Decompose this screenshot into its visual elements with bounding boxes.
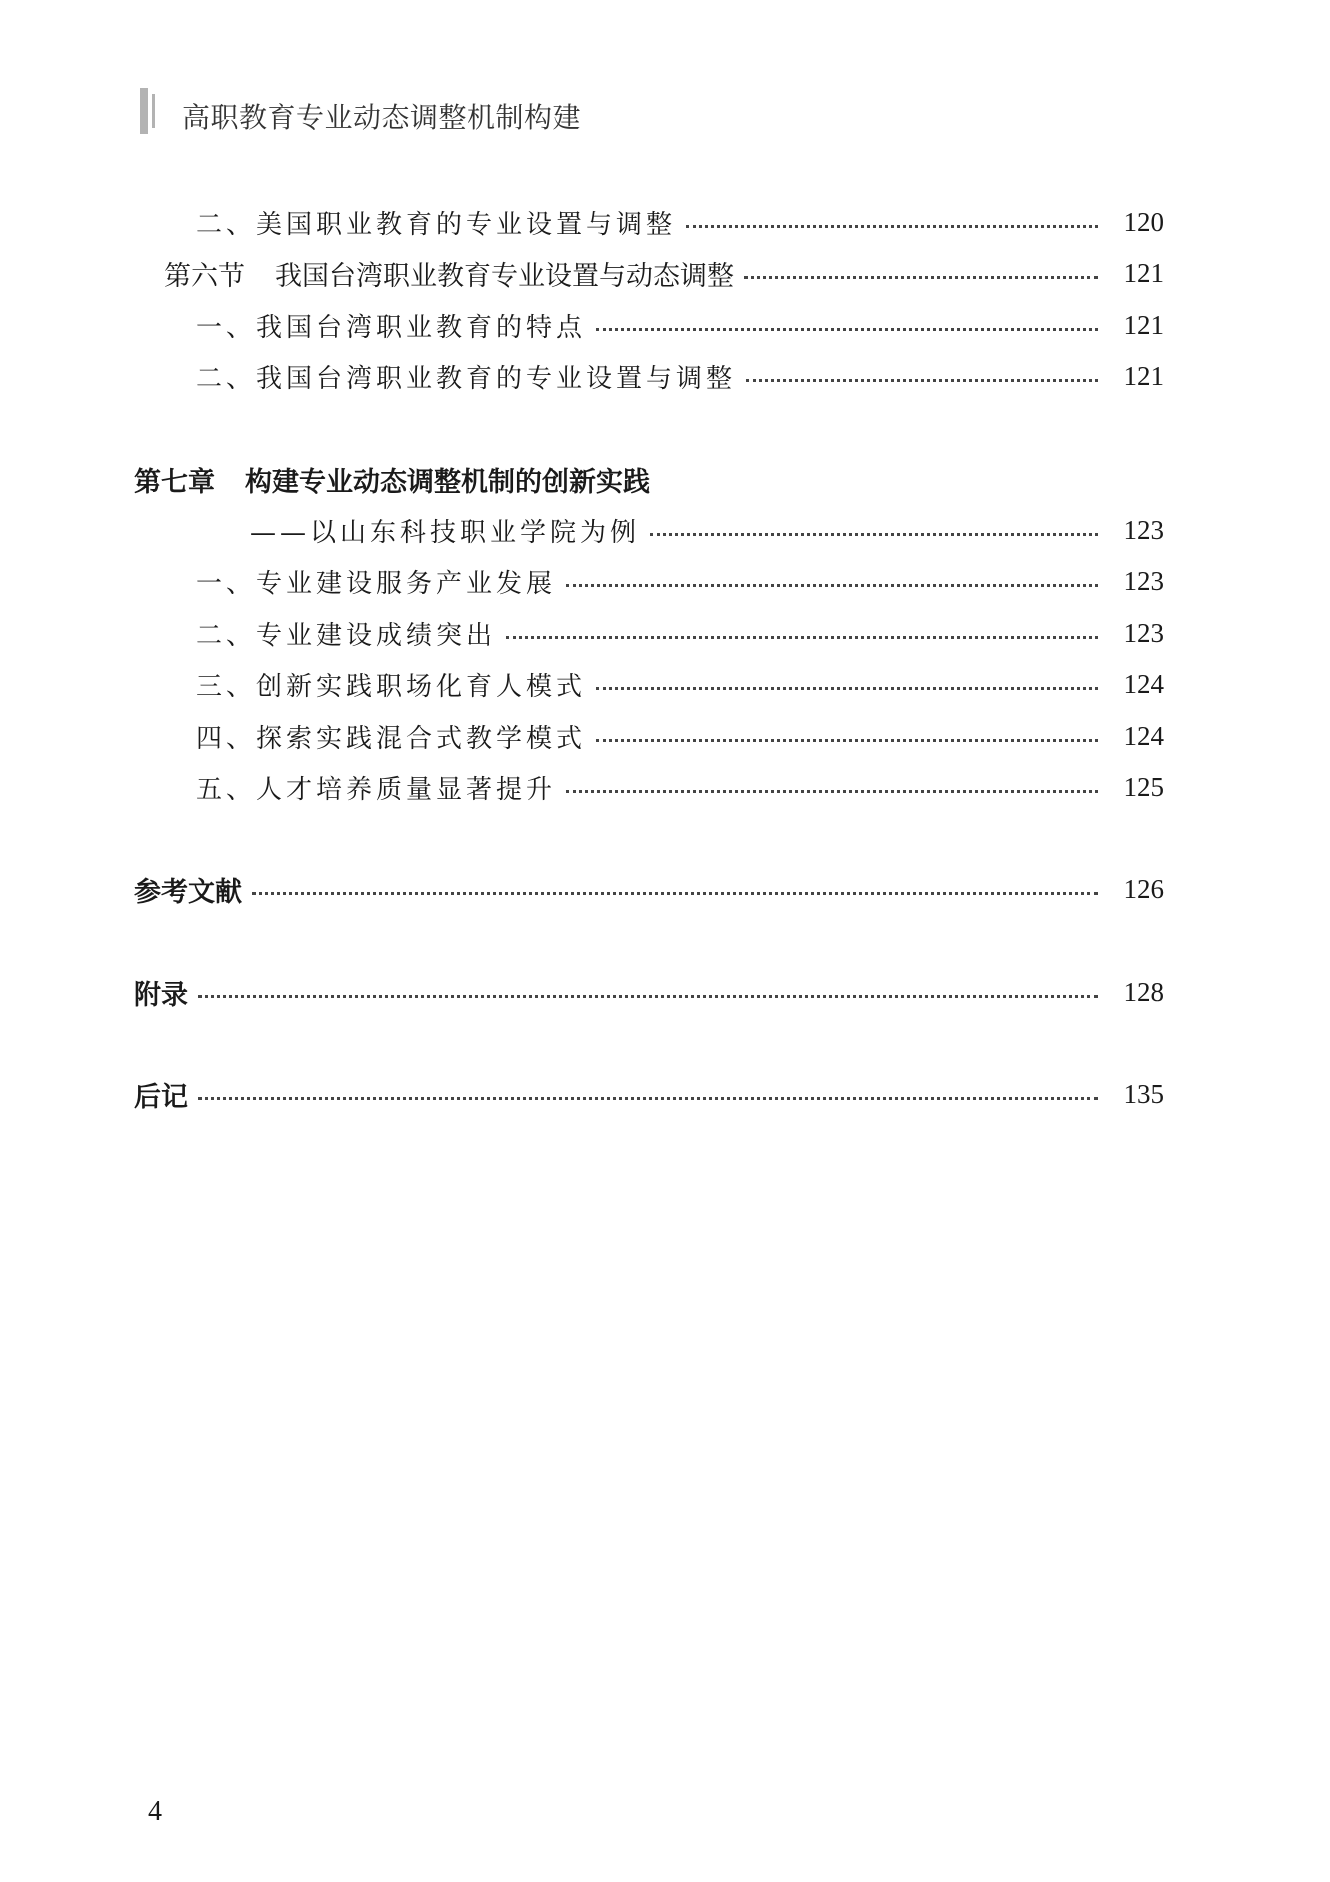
toc-entry-page: 123 [1123, 565, 1164, 596]
toc-entry[interactable] [196, 716, 1164, 756]
book-title: 高职教育专业动态调整机制构建 [182, 101, 582, 134]
dot-leader [650, 533, 1098, 536]
dot-leader [596, 739, 1098, 742]
toc-appendix-entry[interactable] [134, 972, 1164, 1012]
header-bar-thin [152, 94, 155, 128]
toc-entry[interactable] [196, 613, 1164, 653]
toc-entry-label: 四、探索实践混合式教学模式 [196, 723, 587, 754]
chapter-title: 构建专业动态调整机制的创新实践 [245, 466, 650, 498]
toc-chapter-subtitle[interactable] [250, 510, 1164, 550]
toc-entry[interactable] [196, 202, 1164, 242]
toc-entry-page: 120 [1123, 206, 1164, 237]
toc-entry-label: 附录 [134, 979, 188, 1011]
dot-leader [198, 1097, 1098, 1100]
toc-entry[interactable] [196, 664, 1164, 704]
toc-entry-page: 121 [1123, 360, 1164, 391]
dot-leader [198, 995, 1098, 998]
toc-entry[interactable] [196, 561, 1164, 601]
toc-entry-page: 125 [1123, 771, 1164, 802]
toc-chapter-heading[interactable] [134, 459, 1164, 499]
dot-leader [746, 379, 1098, 382]
toc-entry-page: 124 [1123, 720, 1164, 751]
page-number: 4 [148, 1796, 162, 1827]
dot-leader [596, 328, 1098, 331]
dot-leader [596, 687, 1098, 690]
toc-entry-label: 参考文献 [134, 876, 242, 908]
toc-entry-page: 121 [1123, 309, 1164, 340]
section-title: 我国台湾职业教育专业设置与动态调整 [275, 260, 734, 292]
toc-entry-page: 123 [1123, 617, 1164, 648]
toc-entry-label: 三、创新实践职场化育人模式 [196, 671, 587, 702]
toc-entry-label: ——以山东科技职业学院为例 [250, 517, 641, 548]
toc-entry[interactable] [196, 305, 1164, 345]
dot-leader [506, 636, 1098, 639]
toc-entry-page: 126 [1123, 873, 1164, 904]
dot-leader [744, 276, 1098, 279]
toc-chapter-label [134, 460, 650, 499]
toc-postscript-entry[interactable] [134, 1074, 1164, 1114]
toc-entry-page: 123 [1123, 514, 1164, 545]
toc-entry[interactable] [196, 767, 1164, 807]
dot-leader [252, 892, 1098, 895]
toc-entry-page: 128 [1123, 976, 1164, 1007]
toc-entry-label: 一、我国台湾职业教育的特点 [196, 312, 587, 343]
dot-leader [566, 790, 1098, 793]
chapter-number: 第七章 [134, 466, 215, 498]
toc-section-label [164, 254, 734, 293]
toc-entry-page: 124 [1123, 668, 1164, 699]
toc-entry-label: 二、美国职业教育的专业设置与调整 [196, 209, 677, 240]
toc-entry[interactable] [196, 356, 1164, 396]
toc-references-entry[interactable] [134, 869, 1164, 909]
toc-entry-label: 二、专业建设成绩突出 [196, 620, 497, 651]
toc-entry-label: 二、我国台湾职业教育的专业设置与调整 [196, 363, 737, 394]
dot-leader [566, 584, 1098, 587]
toc-section-entry[interactable] [164, 253, 1164, 293]
header-bar-thick [140, 88, 148, 134]
dot-leader [686, 225, 1098, 228]
toc-entry-page: 135 [1123, 1078, 1164, 1109]
toc-entry-label: 后记 [134, 1081, 188, 1113]
section-number: 第六节 [164, 260, 245, 292]
toc-entry-label: 五、人才培养质量显著提升 [196, 774, 557, 805]
toc-entry-page: 121 [1123, 257, 1164, 288]
toc-entry-label: 一、专业建设服务产业发展 [196, 568, 557, 599]
